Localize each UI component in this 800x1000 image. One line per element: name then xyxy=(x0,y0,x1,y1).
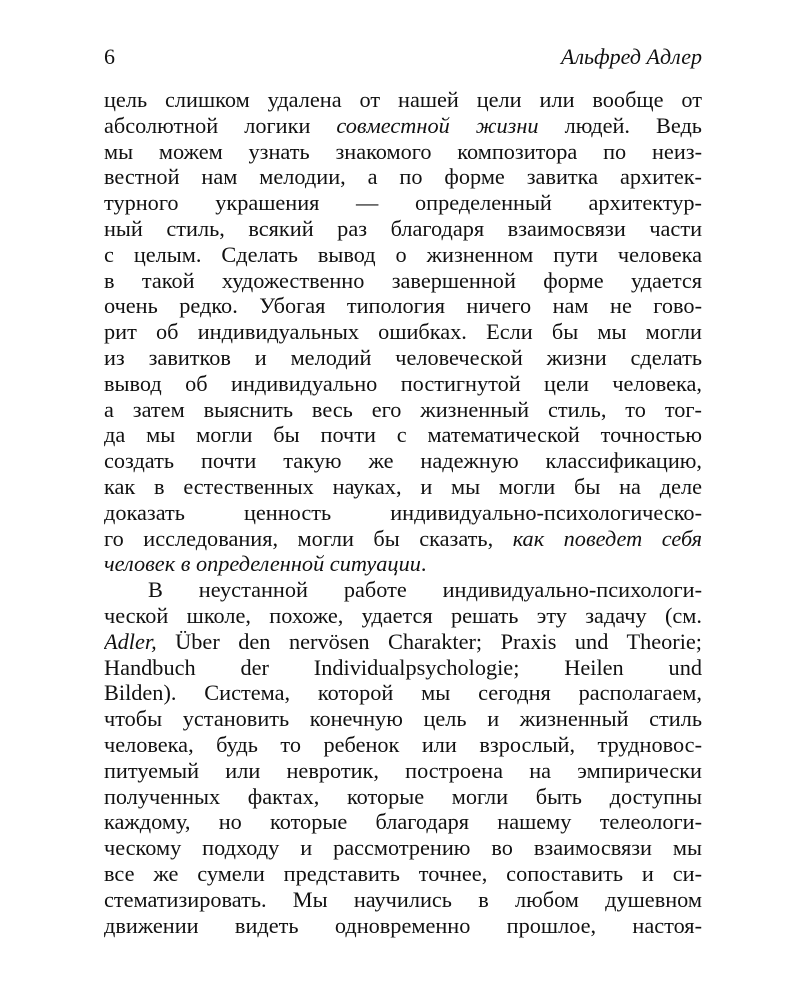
text-run: В неустанной работе индивидуально-психологи- xyxy=(148,577,702,603)
italic-text-run: человек в определенной ситуации xyxy=(104,551,421,577)
text-line xyxy=(104,500,702,526)
text-line xyxy=(104,87,702,113)
text-run: мы можем узнать знакомого композитора по неиз- xyxy=(104,138,702,164)
italic-text-run: как поведет себя xyxy=(512,525,702,551)
body-text xyxy=(104,87,702,938)
running-title: Альфред Адлер xyxy=(561,44,702,69)
text-line xyxy=(104,113,702,139)
text-line xyxy=(104,397,702,423)
text-run: каждому, но которые благодаря нашему телеологи- xyxy=(104,809,702,835)
text-line xyxy=(104,887,702,913)
text-run: ческой школе, похоже, удается решать эту задачу (см. xyxy=(104,602,702,628)
text-line xyxy=(104,422,702,448)
text-run: в такой художественно завершенной форме удается xyxy=(104,267,702,293)
text-run: вывод об индивидуально постигнутой цели человека, xyxy=(104,370,702,396)
text-run: цель слишком удалена от нашей цели или вообще от xyxy=(104,87,702,112)
text-line xyxy=(104,526,702,552)
text-line xyxy=(104,913,702,939)
text-run: как в естественных науках, и мы могли бы на деле xyxy=(104,473,702,499)
text-line xyxy=(104,577,702,603)
text-line xyxy=(104,474,702,500)
text-run: го исследования, могли бы сказать, xyxy=(104,525,513,551)
running-head xyxy=(104,44,702,74)
text-line xyxy=(104,706,702,732)
text-run: а затем выяснить весь его жизненный стиль, то тог- xyxy=(104,396,702,422)
text-run: абсолютной логики xyxy=(104,112,337,138)
text-line xyxy=(104,758,702,784)
text-run: турного украшения — определенный архитектур- xyxy=(104,190,702,216)
text-run: доказать ценность индивидуально-психологическо- xyxy=(104,499,702,525)
text-run: рит об индивидуальных ошибках. Если бы мы могли xyxy=(104,319,702,345)
text-line xyxy=(104,371,702,397)
text-run: вестной нам мелодии, а по форме завитка архитек- xyxy=(104,164,702,190)
text-line xyxy=(104,190,702,216)
italic-text-run: Adler, xyxy=(104,628,157,654)
text-line xyxy=(104,216,702,242)
text-line xyxy=(104,861,702,887)
text-run: полученных фактах, которые могли быть доступны xyxy=(104,783,702,809)
text-run: чтобы установить конечную цель и жизненный стиль xyxy=(104,706,702,732)
text-run: человека, будь то ребенок или взрослый, трудновос- xyxy=(104,731,702,757)
text-run: движении видеть одновременно прошлое, настоя- xyxy=(104,912,702,938)
text-line xyxy=(104,164,702,190)
text-run: ный стиль, всякий раз благодаря взаимосвязи части xyxy=(104,215,702,241)
text-line xyxy=(104,293,702,319)
text-line xyxy=(104,680,702,706)
text-line xyxy=(104,655,702,681)
paragraph xyxy=(104,87,702,577)
text-run: питуемый или невротик, построена на эмпирически xyxy=(104,757,702,783)
text-run: из завитков и мелодий человеческой жизни сделать xyxy=(104,344,702,370)
text-line xyxy=(104,551,702,577)
text-run: Über den nervösen Charakter; Praxis und Theorie; xyxy=(156,628,702,654)
paragraph xyxy=(104,577,702,938)
text-run: создать почти такую же надежную классификацию, xyxy=(104,448,702,474)
text-run: да мы могли бы почти с математической точностью xyxy=(104,422,702,448)
text-line xyxy=(104,242,702,268)
text-run: Bilden). Система, которой мы сегодня располагаем, xyxy=(104,680,702,706)
text-run: ческому подходу и рассмотрению во взаимосвязи мы xyxy=(104,835,702,861)
text-run: все же сумели представить точнее, сопоставить и си- xyxy=(104,860,702,886)
text-line xyxy=(104,448,702,474)
text-run: людей. Ведь xyxy=(538,112,702,138)
text-run: стематизировать. Мы научились в любом душевном xyxy=(104,886,702,912)
text-run: Handbuch der Individualpsychologie; Heilen und xyxy=(104,654,702,680)
text-run: . xyxy=(420,551,427,577)
text-line xyxy=(104,732,702,758)
text-line xyxy=(104,809,702,835)
page-number: 6 xyxy=(104,44,115,69)
text-run: очень редко. Убогая типология ничего нам не гово- xyxy=(104,293,702,319)
text-line xyxy=(104,139,702,165)
text-line xyxy=(104,319,702,345)
text-line xyxy=(104,345,702,371)
text-run: с целым. Сделать вывод о жизненном пути человека xyxy=(104,241,702,267)
text-line xyxy=(104,268,702,294)
text-line xyxy=(104,835,702,861)
text-line xyxy=(104,629,702,655)
text-line xyxy=(104,784,702,810)
text-line xyxy=(104,603,702,629)
italic-text-run: совместной жизни xyxy=(336,112,539,138)
